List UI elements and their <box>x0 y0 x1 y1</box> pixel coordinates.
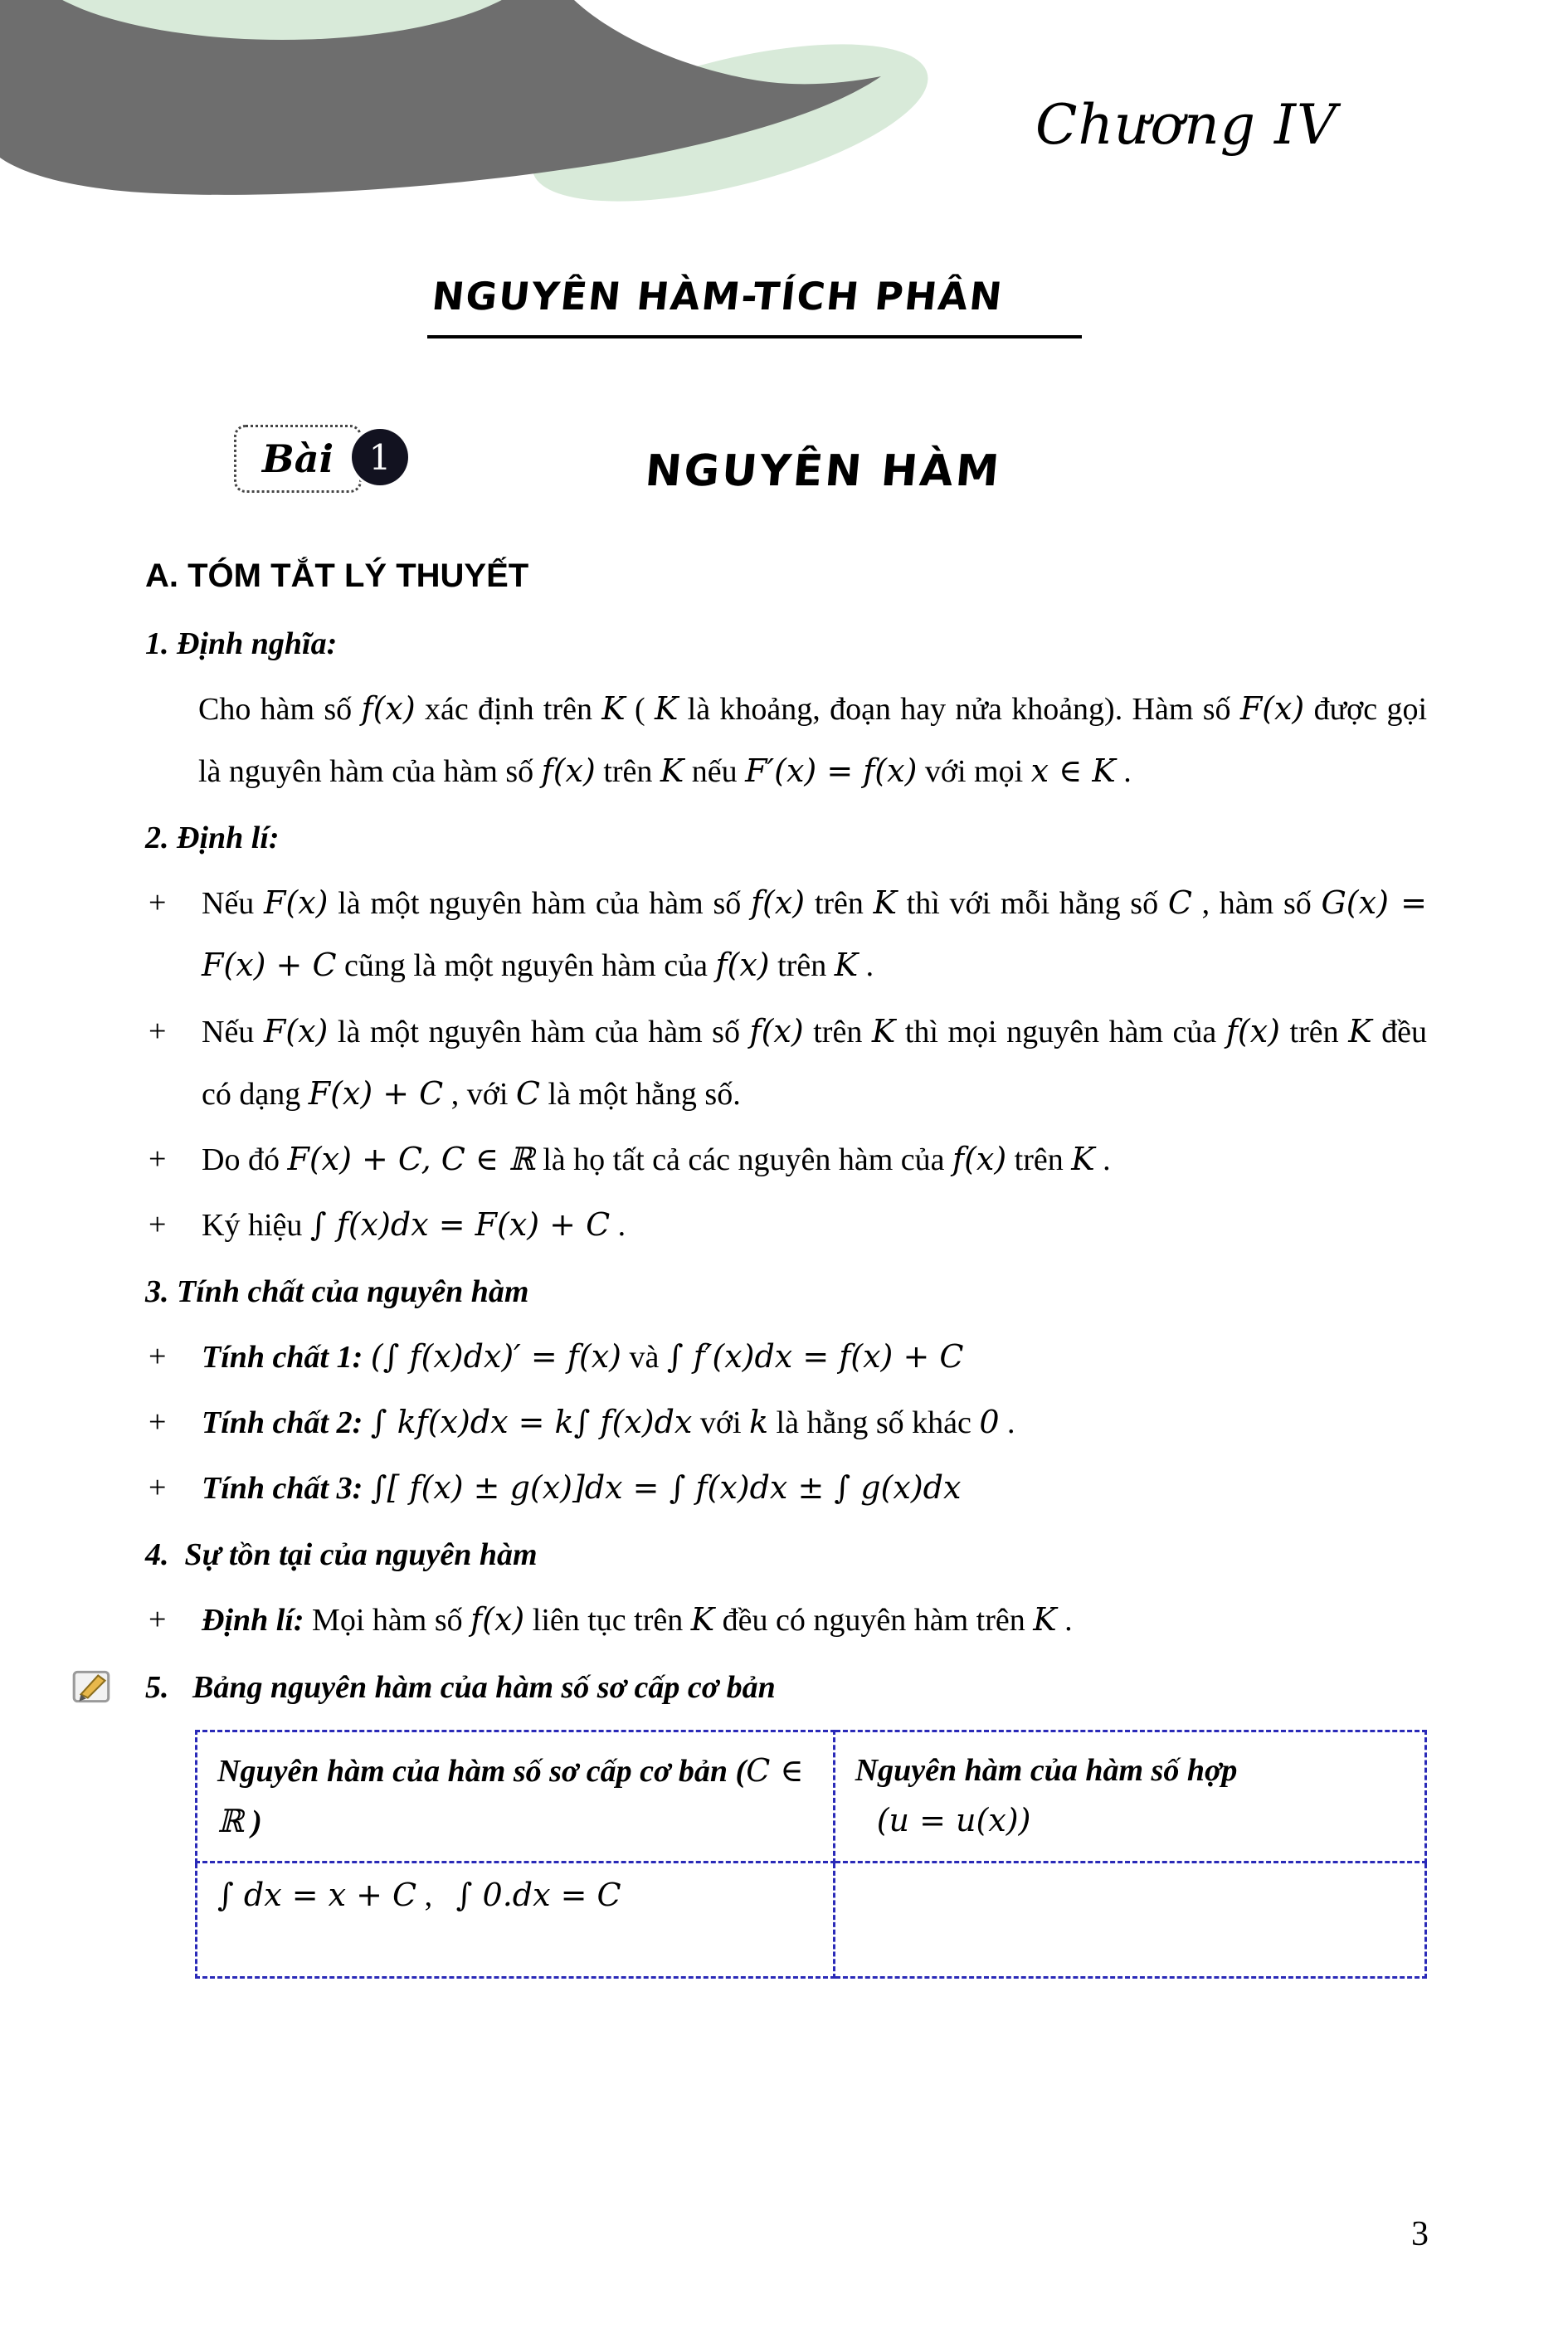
text-segment: ∫ kf(x)dx = k∫ f(x)dx <box>370 1404 693 1441</box>
bullet-text <box>202 872 1427 996</box>
plus-marker: + <box>149 1141 167 1176</box>
text-segment: 2. Định lí: <box>145 821 280 856</box>
text-segment: , hàm số <box>1191 886 1322 922</box>
text-segment: f(x) <box>1225 1012 1280 1049</box>
text-segment: trên <box>769 948 835 984</box>
text-segment: Tính chất 3: <box>202 1471 371 1507</box>
text-segment: đều có dạng <box>202 1014 1427 1112</box>
text-segment: 1. Định nghĩa: <box>145 626 338 661</box>
lesson-title: NGUYÊN HÀM <box>643 446 1004 496</box>
text-segment: f(x) <box>541 752 596 790</box>
text-segment: f(x) <box>952 1140 1007 1177</box>
table-section-heading-text <box>145 1670 776 1705</box>
lesson-badge-label: Bài <box>261 436 334 481</box>
text-segment: thì mọi nguyên hàm của <box>895 1014 1226 1049</box>
text-segment: K <box>601 690 626 728</box>
text-segment: ∫ dx = x + C <box>217 1877 417 1914</box>
text-segment: ) <box>243 1804 262 1840</box>
text-segment: F(x) + C, C ∈ ℝ <box>287 1140 535 1177</box>
text-segment: k <box>749 1404 769 1441</box>
bullet-item <box>145 1589 1427 1651</box>
text-segment: (u = u(x)) <box>876 1802 1031 1839</box>
bullet-item <box>145 1391 1427 1454</box>
text-segment: f(x) <box>715 947 770 984</box>
bullet-text <box>202 1128 1427 1191</box>
text-segment: với <box>692 1405 750 1441</box>
existence-heading <box>145 1524 1427 1585</box>
lesson-number: 1 <box>368 436 392 478</box>
plus-marker: + <box>149 885 167 921</box>
text-segment: K <box>873 884 897 922</box>
text-segment: trên <box>803 1014 872 1049</box>
plus-marker: + <box>149 1602 167 1638</box>
table-cell-basic-formula <box>197 1863 835 1978</box>
text-segment: là một nguyên hàm của hàm số <box>328 1014 750 1049</box>
bullet-text <box>202 1589 1427 1651</box>
text-segment: Định lí: <box>202 1603 313 1639</box>
text-segment: C <box>515 1074 540 1112</box>
bullet-item <box>145 1001 1427 1125</box>
text-segment: trên <box>805 886 874 922</box>
section-heading: A. TÓM TẮT LÝ THUYẾT <box>145 558 529 594</box>
table-cell-composite-formula <box>834 1863 1425 1978</box>
bullet-text <box>202 1326 1427 1388</box>
text-segment: K <box>1033 1601 1057 1639</box>
text-segment: K <box>1348 1012 1372 1049</box>
text-segment: ∫[ f(x) ± g(x)]dx = ∫ f(x)dx ± ∫ g(x)dx <box>370 1469 962 1507</box>
plus-marker: + <box>149 1013 167 1049</box>
definition-heading <box>145 613 1427 674</box>
text-segment: Nếu <box>202 1014 264 1049</box>
text-segment: ∫ f(x)dx = F(x) + C <box>309 1205 611 1243</box>
text-segment: K <box>1071 1140 1095 1177</box>
text-segment: ∫ f′(x)dx = f(x) + C <box>666 1338 964 1376</box>
table-header-composite-line2 <box>855 1795 1405 1847</box>
page-number: 3 <box>1411 2215 1429 2253</box>
plus-marker: + <box>149 1470 167 1506</box>
text-segment: F(x) <box>264 884 329 922</box>
text-segment: f(x) <box>361 690 416 728</box>
text-segment: là hằng số khác <box>768 1405 980 1441</box>
text-segment: . <box>1115 754 1132 790</box>
table-header-basic <box>197 1731 835 1863</box>
text-segment: nếu <box>684 754 746 790</box>
text-segment: Ký hiệu <box>202 1207 310 1243</box>
text-segment: liên tục trên <box>524 1603 691 1639</box>
text-segment: F′(x) = f(x) <box>745 752 918 790</box>
text-segment: trên <box>595 754 660 790</box>
text-segment: Nguyên hàm của hàm số sơ cấp cơ bản ( <box>217 1753 747 1789</box>
text-segment: là khoảng, đoạn hay nửa khoảng). Hàm số <box>678 692 1240 728</box>
text-segment: x ∈ K <box>1030 752 1116 790</box>
text-segment: C ∈ ℝ <box>217 1751 804 1840</box>
text-segment: Nếu <box>202 886 265 922</box>
text-segment: , với <box>443 1076 516 1112</box>
text-segment: cũng là một nguyên hàm của <box>336 948 716 984</box>
antiderivative-table <box>195 1730 1427 1979</box>
text-segment: f(x) <box>750 884 806 922</box>
text-segment: xác định trên <box>415 692 602 728</box>
bullet-item <box>145 872 1427 996</box>
text-segment: . <box>999 1405 1015 1441</box>
chapter-title: NGUYÊN HÀM-TÍCH PHÂN <box>430 274 1006 319</box>
text-segment: (∫ f(x)dx)′ = f(x) <box>370 1338 621 1376</box>
text-segment: Cho hàm số <box>198 692 362 728</box>
text-segment: K <box>690 1601 715 1639</box>
plus-marker: + <box>149 1339 167 1375</box>
table-body-row <box>197 1863 1426 1978</box>
text-segment: đều có nguyên hàm trên <box>714 1603 1034 1639</box>
text-segment: . <box>1094 1142 1111 1177</box>
text-segment: K <box>660 752 684 790</box>
text-segment: , <box>416 1878 456 1914</box>
text-segment: f(x) <box>470 1601 525 1639</box>
bullet-item <box>145 1326 1427 1388</box>
bullet-item <box>145 1457 1427 1519</box>
properties-heading <box>145 1261 1427 1322</box>
text-segment: C <box>1167 884 1192 922</box>
text-segment: K <box>654 690 679 728</box>
text-segment: Tính chất 2: <box>202 1405 371 1441</box>
text-segment: trên <box>1006 1142 1072 1177</box>
table-header-composite-line1 <box>855 1746 1405 1796</box>
text-segment: với mọi <box>917 754 1031 790</box>
bullet-text <box>202 1194 1427 1256</box>
text-segment: Nguyên hàm của hàm số hợp <box>855 1752 1238 1788</box>
text-segment: được gọi là nguyên hàm của hàm số <box>198 692 1428 790</box>
text-segment: và <box>621 1340 667 1376</box>
text-segment: . <box>610 1207 626 1243</box>
theorem-heading <box>145 807 1427 869</box>
text-segment: trên <box>1280 1014 1349 1049</box>
text-segment: Mọi hàm số <box>312 1603 471 1639</box>
bullet-text <box>202 1001 1427 1125</box>
text-segment: f(x) <box>749 1012 804 1049</box>
pencil-icon <box>69 1663 115 1731</box>
text-segment: F(x) <box>1239 690 1305 728</box>
bullet-item <box>145 1128 1427 1191</box>
text-segment: Do đó <box>202 1142 288 1177</box>
text-segment: 5. Bảng nguyên hàm của hàm số sơ cấp cơ bản <box>145 1669 776 1705</box>
table-section-heading <box>145 1657 1427 1718</box>
text-segment: K <box>834 947 859 984</box>
text-segment: F(x) + C <box>308 1074 444 1112</box>
table-header-composite <box>834 1731 1425 1863</box>
bullet-text <box>202 1391 1427 1454</box>
text-segment: Tính chất 1: <box>202 1340 371 1376</box>
content-area <box>145 558 1427 1979</box>
text-segment: ( <box>625 692 655 728</box>
chapter-title-underline <box>427 274 1082 338</box>
lesson-badge <box>234 425 362 493</box>
bullet-item <box>145 1194 1427 1256</box>
text-segment: 3. Tính chất của nguyên hàm <box>145 1273 529 1309</box>
text-segment: là một hằng số. <box>540 1076 741 1112</box>
text-segment: 0 <box>979 1404 1000 1441</box>
text-segment: là họ tất cả các nguyên hàm của <box>534 1142 952 1177</box>
bullet-text <box>202 1457 1427 1519</box>
definition-paragraph <box>145 678 1427 802</box>
chapter-label: Chương IV <box>1035 93 1337 157</box>
text-segment: G(x) = F(x) + C <box>202 884 1428 984</box>
text-segment: K <box>871 1012 896 1049</box>
text-segment: . <box>858 948 874 984</box>
plus-marker: + <box>149 1206 167 1242</box>
text-segment: 4. Sự tồn tại của nguyên hàm <box>145 1537 538 1573</box>
text-segment: F(x) <box>263 1012 329 1049</box>
table-header-row <box>197 1731 1426 1863</box>
text-segment: là một nguyên hàm của hàm số <box>328 886 751 922</box>
plus-marker: + <box>149 1405 167 1440</box>
text-segment: thì với mỗi hằng số <box>897 886 1168 922</box>
lesson-number-circle <box>352 429 408 485</box>
text-segment: ∫ 0.dx = C <box>455 1877 621 1914</box>
text-segment: . <box>1056 1603 1073 1639</box>
